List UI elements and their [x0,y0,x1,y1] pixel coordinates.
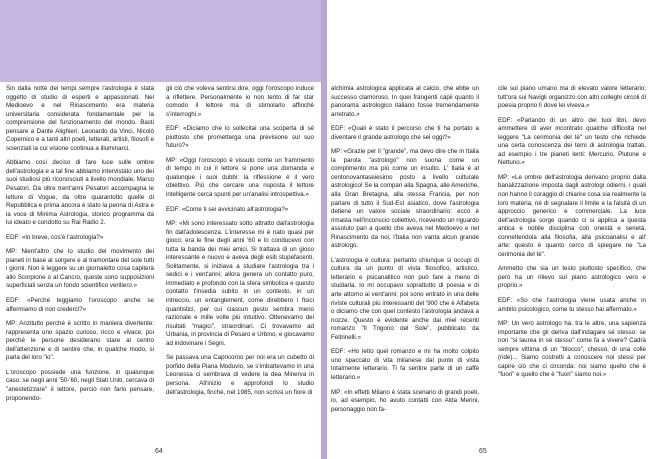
question: EDF: «So che l'astrologia viene usata anche in ambito psicologico, come tu stesso hai affermato.» [498,297,646,313]
header-band [0,0,321,82]
answer: MP: Nient'altro che lo studio del movimento dei pianeti in base al sorgere e al tramontare del sole tutti i giorni. Non è leggere su un giornaletto cosa capiterà allo Scorpione o al Cancro, queste sono supposizioni superficiali senza un fondo scientifico veritiero.» [6,248,154,290]
left-column-2 [166,85,314,403]
answer: MP: Anzitutto perché è scritto in maniera divertente: rappresenta uno spazio curioso, ricco e vivace; poi perché le persone desiderano stare al centro dell'attenzione e di sentire che, in qualche modo, si parla del loro "io". [6,320,154,362]
answer: Ammetto che sia un testo piuttosto specifico, che però ha un rilievo sul piano astrologico vero e proprio.» [498,265,646,290]
answer: alchimia astrologica applicata al calcio, che ebbe un successo clamoroso. In quei frangenti capii quanto il panorama astrologico italiano fosse tremendamente arretrato.» [331,85,479,118]
question: EDF: «Ho letto quel romanzo e mi ha molto colpito uno spaccato di vita milanese dal punto di vista totalmente letterario. Ti fa sentire parte di un caffè letterario.» [331,348,479,381]
answer: MP: «In effetti Milano è stata scenario di grandi poeti, io, ad esempio, ho avuto contatti con Alda Merini, personaggio non fa- [331,388,479,413]
intro-paragraph: Abbiamo così deciso di fare luce sulle ombre dell'astrologia e a tal fine abbiamo intervistato uno dei suoi studiosi più riconosciuti a livello mondiale, Marco Pesatori. Da oltre trent'anni Pesatori accompagna le letture di Vogue, da oltre quarantotto quelle di Repubblica e prima ancora è stato la penna di Astra e la voce di Minima Astrologia, storico programma da lui ideato e condotto su Rai Radio 2. [6,159,154,227]
question: EDF: «Diciamo che lo sollecitai una scoperta di sé piuttosto che prometterga una previsione sul suo futuro?» [166,125,314,150]
page-number: 65 [479,448,487,455]
answer: MP: «Le ombre dell'astrologia derivano proprio dalla banalizzazione imposta dagli astrologi odierni, i quali non hanno il coraggio di chiarire cosa sia realmente la loro materia, né di segnalare il limite e la falsità di un approccio generico e commerciale. La luce dell'astrologia sorge quando ci si applica a questa antica e nobile disciplina con onestà e serietà, connettendola alla filosofia, alla psicoanalisi e all' arte: questo è quanto cerco di spiegare ne "La cerimonia del tè". [498,173,646,258]
answer: MP: «Grazie per il "grande", ma devo dire che in Italia la parola "astrologo" non suona come un complimento ma più come un insulto. L' Italia è al centonovantaseiesimo posto a livello culturale astrologico! Se la compari alla Spagna, alle Americhe, alla Gran Bretagna, alla stessa Francia, per non parlare di tutto il Sud-Est asiatico, dove l'astrologia detiene un valore sociale straordinario: ecco è rimasta nell'inconscio collettivo, ricevendo un riguardo assoluto pari a quello che aveva nel Medioevo e nel Rinascimento da noi, l'Italia non vanta alcun grande astrologo. [331,148,479,250]
answer: MP: «Mi sono interessato sotto attratto dall'astrologia fin dall'adolescenza. L'interesse mi è nato quasi per gioco: era le fine degli anni '60 e lo conducevo con tutta la banda dei miei amici. Si trattava di un gioco interessante e nuovo e aveva degli esiti stupefacenti. Solitamente, si iniziava a studiare l'astrologia tra i sedici e i vent'anni; allora genera un contatto puro, immediato e profondo con la sfera simbolica e questo contatto t'insedia subito in un contesto, in un intreccio, un entanglement, come direbbero i fisici quantistici, per cui ciascun gesto sembra meno razionale e mille volte più intuitivo. Ottenevamo dei risultati "magici", straordinari. Ci trovavamo ad Urbania, in provincia di Pesaro e Urbino, e giocavamo ad indovinare i Segni. [166,220,314,347]
answer: L'oroscopo possiede una funzione, in qualunque caso: se negli anni '50-'60, negli Stati Uniti, cercava di "anestetizzare" il lettore, perciò non farlo pensare, proponendo- [6,368,154,402]
right-page [327,0,650,459]
question: EDF: «Perché leggiamo l'oroscopo anche se affermiamo di non crederci?» [6,297,154,313]
right-column-1 [331,85,479,420]
answer: MP: Un vero astrologo ha, tra le altre, una sapienza importante che gli deriva dall'indagare sé stesso: se non "si laurea in sé stesso" come fa a vivere? Cadrà sempre vittima di un "blocco", chessò, di una colle (ride)... Siamo costretti a conoscere noi stessi per capire ciò che ci circonda: noi siamo quello che è "fuori" e quello che è "fuori" siamo noi.» [498,320,646,379]
question: EDF: «Parlando di un altro dei tuoi libri, devo ammettere di aver incontrato qualche difficoltà nel leggere "La cerimonia del tè" un testo che richiede una certa conoscenza dei temi di astrologia trattati, ad esempio i tre pianeti lenti: Mercurio, Plutone e Nettuno.» [498,116,646,167]
question: EDF: «Come ti sei avvicinato all'astrologia?» [166,205,289,213]
left-column-1 [6,85,154,409]
question: EDF: «In breve, cos'è l'astrologia?» [6,233,104,241]
answer: MP: «Oggi l'oroscopo è vissuto come un frammento di tempo in cui il lettore si pone una domanda e qualunque i suoi dubbi: la riflessione è il vero obiettivo. Più che cercare una risposta il lettore intelligente cerca spunti per un'analisi introspettiva.» [166,156,314,199]
question: EDF: «Quali è stato il percorso che ti ha portato a diventare il grande astrologo che sei oggi?» [331,125,479,141]
right-column-2 [498,85,646,386]
page-number: 64 [155,448,163,455]
intro-paragraph: Sin dalla notte dei tempi sempre l'astrologia è stata oggetto di studio di esperti e appassionati. Nel Medioevo e nel Rinascimento era materia universitaria considerata fondamentale per la comprensione del funzionamento del mondo. Basti pensare a Dante Alighieri, Leonardo da Vinci, Nicolò Copernico e a tanti altri poeti, letterati, artisti, filosofi e scienziati la cui visione continua a illuminarci. [6,85,154,152]
answer: L'astrologia è cultura: pertanto chiunque si occupi di cultura da un punto di vista filosofico, artistico, letterario e psicanalitico non può fare a meno di studiarla. Io mi occupavo soprattutto di poesia e di arte attorno ai vent'anni; poi sono entrato in una delle riviste culturali più interessanti del '900 che è Alfabeta o diciamo che con quel contesto l'astrologia andava a nozze. Questo è evidente anche dai miei recenti romanzo "Il Trigono del Sole", pubblicato da Feltrinelli.» [331,256,479,341]
answer: cile sul piano umano ma di elevato valore letterario; tutt'ora sui Navigli organizzo con altri colleghi circoli di poesia proprio lì dove lei viveva.» [498,85,646,110]
answer: Se passava una Capricorno per noi era un cubetto di porfido della Piana Moduvio, se s'imbattevamo in una Leonessa ci sembrava di vedere la dea Minerva in persona. All'inizio e approfondì lo studio dell'astrologia, finché, nel 1985, non scrissi un fiore di [166,354,314,396]
answer: gli ciò che voleva sentirsi dire, oggi l'oroscopo induce a riflettere. Personalmente io non tento di far star comodo il lettore ma di stimolarlo affinché s'interroghi.» [166,85,314,118]
left-page [0,0,321,459]
